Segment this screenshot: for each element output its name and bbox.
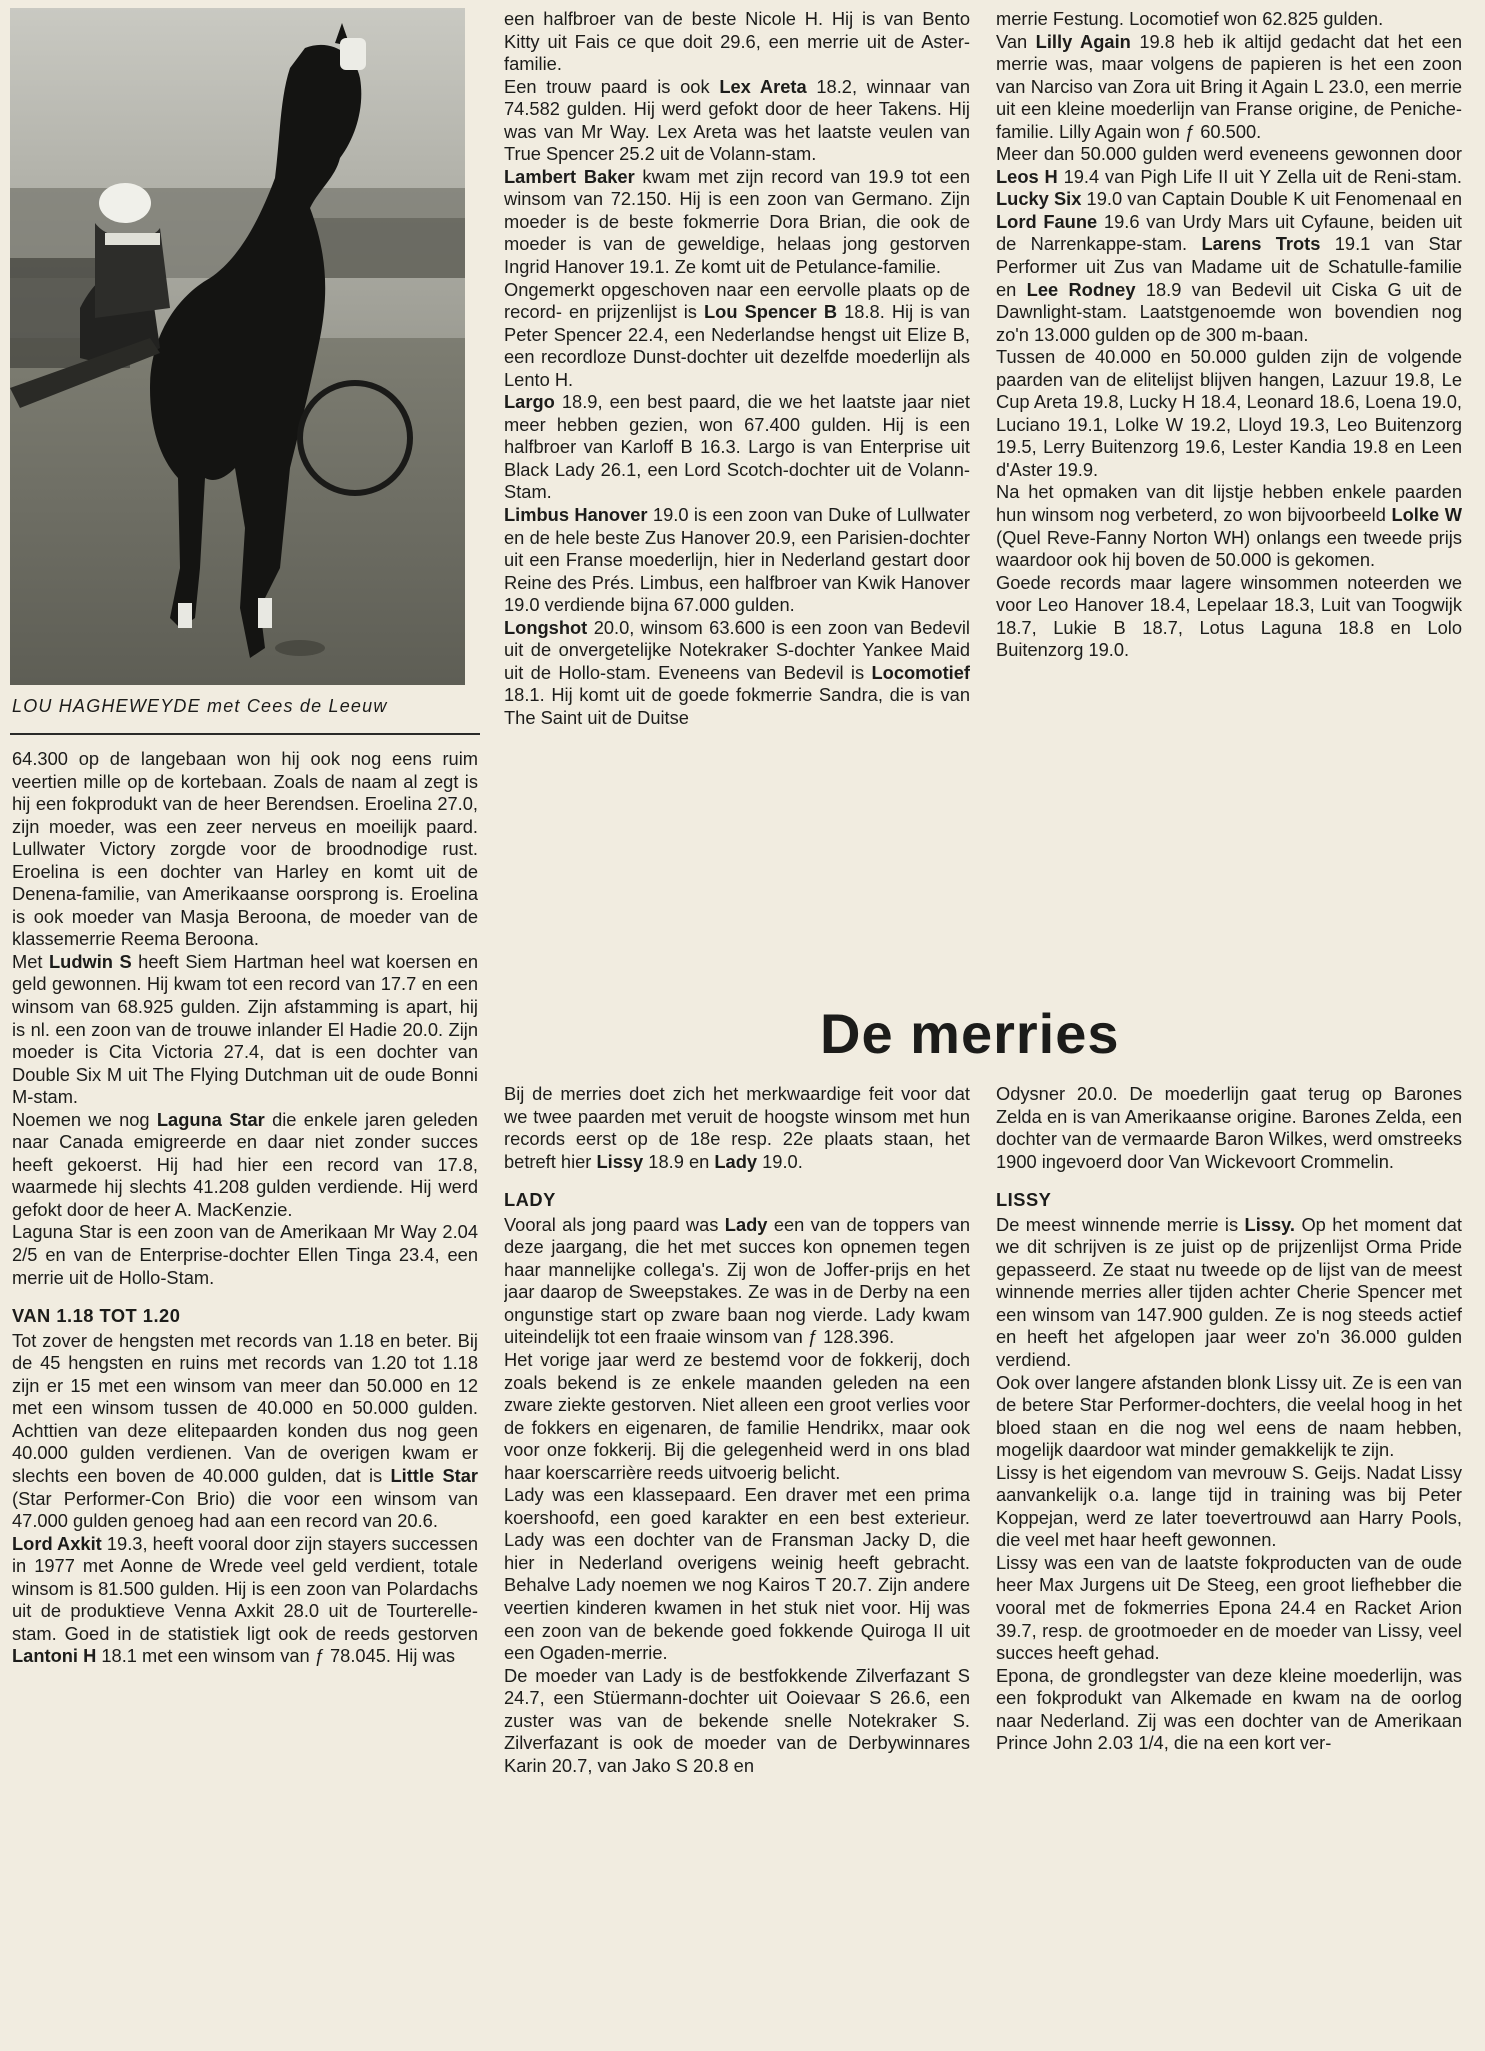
paragraph xyxy=(996,1083,1462,1173)
text-run: 18.9, een best paard, die we het laatste jaar niet meer hebben gezien, won 67.400 gulden. Hij is een halfbroer van Karloff B 16.3. Largo is van Enterprise uit Black Lady 26.1, een Lord Scotch-dochter uit de Volann-Stam. xyxy=(504,391,970,503)
column-2 xyxy=(504,8,970,990)
column-4 xyxy=(504,1083,970,2046)
horse-name: Lilly Again xyxy=(1035,30,1131,52)
horse-name: Limbus Hanover xyxy=(504,504,648,526)
paragraph xyxy=(996,1372,1462,1462)
subheading xyxy=(996,1189,1462,1212)
horse-name: Lucky Six xyxy=(996,188,1082,210)
text-run: Meer dan 50.000 gulden werd eveneens gewonnen door xyxy=(996,143,1462,165)
text-run: Op het moment dat we dit schrijven is ze juist op de prijzenlijst Orma Pride gepasseerd. Ze staat nu tweede op de lijst van de meest winnende merries aller tijden achter Cherie Spencer met een winsom van 147.900 gulden. Ze is nog steeds actief en heeft het afgelopen jaar weer zo'n 36.000 gulden verdiend. xyxy=(996,1213,1462,1371)
text-run: 19.0 van Captain Double K uit Fenomenaal en xyxy=(1081,188,1462,210)
text-run: 18.1 met een winsom van ƒ 78.045. Hij was xyxy=(96,1645,456,1667)
text-run: LISSY xyxy=(996,1189,1052,1211)
text-run: 64.300 op de langebaan won hij ook nog eens ruim veertien mille op de kortebaan. Zoals de naam al zegt is hij een fokprodukt van de heer Berendsen. Eroelina 27.0, zijn moeder, was een zeer nerveus en moeilijk paard. Lullwater Victory zorgde voor de broodnodige rust. Eroelina is een dochter van Harley en komt uit de Denena-familie, van Amerikaanse oorsprong is. Eroelina is ook moeder van Masja Beroona, de moeder van de klassemerrie Reema Beroona. xyxy=(12,748,478,950)
paragraph xyxy=(996,1214,1462,1372)
text-run: Lady was een klassepaard. Een draver met een prima koershoofd, een goed karakter en een best exterieur. Lady was een dochter van de Fransman Jacky D, die hier in Nederland overigens weinig heeft gebracht. Behalve Lady noemen we nog Kairos T 20.7. Zijn andere veertien kinderen kwamen in het stuk niet voor. Hij was een zoon van de bekende goed fokkende Quiroga II uit een Ogaden-merrie. xyxy=(504,1484,970,1664)
text-run: Lissy was een van de laatste fokproducten van de oude heer Max Jurgens uit De Steeg, een groot liefhebber die vooral met de fokmerries Epona 24.4 en Racket Arion 39.7, resp. de grootmoeder en de moeder van Lissy, veel succes heeft gehad. xyxy=(996,1551,1462,1664)
text-run: 19.8 heb ik altijd gedacht dat het een merrie was, maar volgens de papieren is het een zoon van Narciso van Zora uit Bring it Again L 23.0, een merrie uit een kleine moederlijn van Franse origine, de Peniche-familie. Lilly Again won ƒ 60.500. xyxy=(996,30,1462,142)
text-run: heeft Siem Hartman heel wat koersen en geld gewonnen. Hij kwam tot een record van 17.7 en een winsom van 68.925 gulden. Zijn afstamming is apart, hij is nl. een zoon van de trouwe inlander El Hadie 20.0. Zijn moeder is Cita Victoria 27.4, dat is een dochter van Double Six M uit The Flying Dutchman uit de oude Bonni M-stam. xyxy=(12,950,478,1108)
paragraph xyxy=(996,481,1462,571)
horse-name: Ludwin S xyxy=(48,950,132,972)
paragraph xyxy=(504,166,970,279)
text-run: 18.9 van Bedevil uit Ciska G uit de Dawnlight-stam. Laatstgenoemde won bovendien nog zo'n 13.000 gulden op de 300 m-baan. xyxy=(996,278,1462,345)
horse-name: Larens Trots xyxy=(1201,233,1321,255)
horse-name: Little Star xyxy=(390,1464,478,1486)
paragraph xyxy=(504,1349,970,1484)
text-run: Odysner 20.0. De moederlijn gaat terug op Barones Zelda en is van Amerikaanse origine. Barones Zelda, een dochter van de vermaarde Baron Wilkes, werd omstreeks 1900 ingevoerd door Van Wickevoort Crommelin. xyxy=(996,1083,1462,1172)
subheading xyxy=(12,1305,478,1328)
paragraph xyxy=(996,572,1462,662)
text-run: 18.9 en xyxy=(643,1150,715,1172)
text-run: (Quel Reve-Fanny Norton WH) onlangs een tweede prijs waardoor ook hij boven de 50.000 is gekomen. xyxy=(996,526,1462,571)
paragraph xyxy=(12,1330,478,1533)
section-headline: De merries xyxy=(820,1002,1120,1065)
horse-name: Lissy. xyxy=(1244,1213,1296,1235)
horse-name: Largo xyxy=(504,391,555,413)
subheading xyxy=(504,1189,970,1212)
text-run: 18.2, winnaar van 74.582 gulden. Hij werd gefokt door de heer Takens. Hij was van Mr Way. Lex Areta was het laatste veulen van True Spencer 25.2 uit de Volann-stam. xyxy=(504,75,970,165)
horse-with-driver-image xyxy=(10,8,465,685)
text-run: 19.6 van Urdy Mars uit Cyfaune, beiden uit de Narrenkappe-stam. xyxy=(996,210,1462,255)
paragraph xyxy=(504,279,970,392)
text-run: kwam met zijn record van 19.9 tot een winsom van 72.150. Hij is een zoon van Germano. Zijn moeder is de beste fokmerrie Dora Brian, die ook de moeder is van de geweldige, helaas jong gestorven Ingrid Hanover 19.1. Ze komt uit de Petulance-familie. xyxy=(504,165,970,278)
column-5 xyxy=(996,1083,1462,2046)
text-run: De moeder van Lady is de bestfokkende Zilverfazant S 24.7, een Stüermann-dochter uit Ooievaar S 26.6, een zuster was van de bekende snelle Notekraker S. Zilverfazant is ook de moeder van de Derbywinnares Karin 20.7, van Jako S 20.8 en xyxy=(504,1664,970,1776)
horse-name: Lissy xyxy=(596,1150,644,1172)
paragraph xyxy=(996,1462,1462,1552)
paragraph xyxy=(504,617,970,730)
text-run: Tussen de 40.000 en 50.000 gulden zijn de volgende paarden van de elitelijst blijven hangen, Lazuur 19.8, Le Cup Areta 19.8, Lucky H 18.4, Leonard 18.6, Loena 19.0, Luciano 19.1, Lolke W 19.2, Lloyd 19.3, Leo Buitenzorg 19.5, Lerry Buitenzorg 19.6, Lester Kandia 19.8 en Leen d'Aster 19.9. xyxy=(996,346,1462,480)
paragraph xyxy=(996,1552,1462,1665)
text-run: Het vorige jaar werd ze bestemd voor de fokkerij, doch zoals bekend is ze enkele maanden geleden na een zware ziekte gestorven. Niet alleen een groot verlies voor de fokkers en eigenaren, de familie Hendrikx, maar ook voor onze fokkerij. Bij die gelegenheid werd in ons blad haar koerscarrière reeds uitvoerig belicht. xyxy=(504,1349,970,1483)
horse-name: Laguna Star xyxy=(156,1108,265,1130)
text-run: Tot zover de hengsten met records van 1.18 en beter. Bij de 45 hengsten en ruins met records van 1.20 tot 1.18 zijn er 15 met een winsom van meer dan 50.000 en 12 met een winsom tussen de 40.000 en 50.000 gulden. Achttien van deze elitepaarden konden dus nog geen 40.000 gulden verdienen. Van de overigen kwam er slechts een boven de 40.000 gulden, dat is xyxy=(12,1329,478,1486)
text-run: merrie Festung. Locomotief won 62.825 gulden. xyxy=(996,8,1384,29)
horse-name: Lord Axkit xyxy=(12,1532,102,1554)
paragraph xyxy=(504,391,970,504)
text-run: een halfbroer van de beste Nicole H. Hij is van Bento Kitty uit Fais ce que doit 29.6, een merrie uit de Aster-familie. xyxy=(504,8,970,75)
horse-name: Longshot xyxy=(504,616,588,638)
text-run: Na het opmaken van dit lijstje hebben enkele paarden hun winsom nog verbeterd, zo won bijvoorbeeld xyxy=(996,481,1462,526)
text-run: Bij de merries doet zich het merkwaardige feit voor dat we twee paarden met veruit de hoogste winsom met hun records eerst op de 18e resp. 22e plaats staan, het betreft hier xyxy=(504,1083,970,1172)
horse-name: Lady xyxy=(714,1150,758,1172)
column-1 xyxy=(12,748,478,2046)
text-run: 19.4 van Pigh Life II uit Y Zella uit de Reni-stam. xyxy=(1057,165,1462,187)
paragraph xyxy=(504,1083,970,1173)
paragraph xyxy=(504,1484,970,1664)
text-run: Vooral als jong paard was xyxy=(504,1213,725,1235)
text-run: 19.1 van Star Performer uit Zus van Madame uit de Schatulle-familie en xyxy=(996,233,1462,300)
text-run: die enkele jaren geleden naar Canada emigreerde en daar niet zonder succes heeft gekoerst. Hij had hier een record van 17.8, waarmede hij slechts 41.208 gulden verdiende. Hij werd gefokt door de heer A. MacKenzie. xyxy=(12,1108,478,1220)
paragraph xyxy=(504,1665,970,1778)
horse-name: Lee Rodney xyxy=(1026,278,1136,300)
text-run: 18.1. Hij komt uit de goede fokmerrie Sandra, die is van The Saint uit de Duitse xyxy=(504,684,970,728)
horse-name: Lex Areta xyxy=(719,75,807,97)
paragraph xyxy=(504,1214,970,1349)
paragraph xyxy=(996,31,1462,144)
horse-name: Lantoni H xyxy=(12,1645,97,1667)
text-run: Een trouw paard is ook xyxy=(504,75,720,97)
paragraph xyxy=(12,1221,478,1289)
paragraph xyxy=(996,143,1462,346)
text-run: Ongemerkt opgeschoven naar een eervolle plaats op de record- en prijzenlijst is xyxy=(504,278,970,323)
paragraph xyxy=(12,1533,478,1668)
horse-name: Lady xyxy=(724,1213,768,1235)
text-run: 18.8. Hij is van Peter Spencer 22.4, een Nederlandse hengst uit Elize B, een recordloze Dunst-dochter uit dezelfde moederlijn als Lento H. xyxy=(504,301,970,390)
text-run: een van de toppers van deze jaargang, die het met succes kon opnemen tegen haar mannelijke collega's. Zij won de Joffer-prijs en het jaar daarop de Sweepstakes. Ze was in de Derby na een ongunstige start op zware baan nog vierde. Lady kwam uiteindelijk tot een fraaie winsom van ƒ 128.396. xyxy=(504,1213,970,1348)
text-run: Met xyxy=(12,950,49,972)
text-run: Epona, de grondlegster van deze kleine moederlijn, was een fokprodukt van Alkemade en kwam na de oorlog naar Nederland. Zij was een dochter van de Amerikaan Prince John 2.03 1/4, die na een kort ver- xyxy=(996,1664,1462,1754)
horse-name: Lambert Baker xyxy=(504,165,635,187)
text-run: 20.0, winsom 63.600 is een zoon van Bedevil uit de onvergetelijke Notekraker S-dochter Yankee Maid uit de Hollo-stam. Eveneens van Bedevil is xyxy=(504,616,970,683)
horse-name: Leos H xyxy=(996,165,1058,187)
text-run: 19.3, heeft vooral door zijn stayers successen in 1977 met Aonne de Wrede veel geld verdient, totale winsom is 81.500 gulden. Hij is een zoon van Polardachs uit de produktieve Venna Axkit 28.0 uit de Tourterelle-stam. Goed in de statistiek ligt ook de reeds gestorven xyxy=(12,1532,478,1644)
text-run: Noemen we nog xyxy=(12,1108,157,1130)
paragraph xyxy=(996,346,1462,481)
text-run: LADY xyxy=(504,1189,556,1211)
photo-caption: LOU HAGHEWEYDE met Cees de Leeuw xyxy=(12,696,388,716)
horse-name: Lolke W xyxy=(1391,504,1462,526)
text-run: 19.0. xyxy=(757,1150,803,1172)
horse-name: Lou Spencer B xyxy=(704,301,838,323)
text-run: (Star Performer-Con Brio) die voor een winsom van 47.000 gulden genoeg had aan een record van 20.6. xyxy=(12,1487,478,1532)
paragraph xyxy=(504,504,970,617)
paragraph xyxy=(996,8,1462,31)
paragraph xyxy=(504,76,970,166)
text-run: Laguna Star is een zoon van de Amerikaan Mr Way 2.04 2/5 en van de Enterprise-dochter Ellen Tinga 23.4, een merrie uit de Hollo-Stam. xyxy=(12,1221,478,1288)
text-run: Goede records maar lagere winsommen noteerden we voor Leo Hanover 18.4, Lepelaar 18.3, Luit van Toogwijk 18.7, Lukie B 18.7, Lotus Laguna 18.8 en Lolo Buitenzorg 19.0. xyxy=(996,571,1462,661)
text-run: Lissy is het eigendom van mevrouw S. Geijs. Nadat Lissy aanvankelijk o.a. lange tijd in training was bij Peter Koppejan, werd ze later toevertrouwd aan Harry Pools, die veel met haar heeft gewonnen. xyxy=(996,1461,1462,1551)
text-run: VAN 1.18 TOT 1.20 xyxy=(12,1305,181,1327)
column-3 xyxy=(996,8,1462,990)
paragraph xyxy=(996,1665,1462,1755)
text-run: Ook over langere afstanden blonk Lissy uit. Ze is een van de betere Star Performer-dochters, die veelal hoog in het bloed staan en die nog wel eens de naam hebben, mogelijk daardoor wat minder gemakkelijk te zijn. xyxy=(996,1371,1462,1461)
text-run: 19.0 is een zoon van Duke of Lullwater en de hele beste Zus Hanover 20.9, een Parisien-dochter uit een Franse moederlijn, hier in Nederland gestart door Reine des Prés. Limbus, een halfbroer van Kwik Hanover 19.0 verdiende bijna 67.000 gulden. xyxy=(504,504,970,616)
text-run: Van xyxy=(996,30,1036,52)
horse-photo xyxy=(10,8,465,685)
paragraph xyxy=(12,1109,478,1222)
caption-rule xyxy=(10,733,480,735)
horse-name: Locomotief xyxy=(871,661,970,683)
text-run: De meest winnende merrie is xyxy=(996,1213,1245,1235)
paragraph xyxy=(12,748,478,951)
paragraph xyxy=(12,951,478,1109)
horse-name: Lord Faune xyxy=(996,210,1098,232)
paragraph xyxy=(504,8,970,76)
